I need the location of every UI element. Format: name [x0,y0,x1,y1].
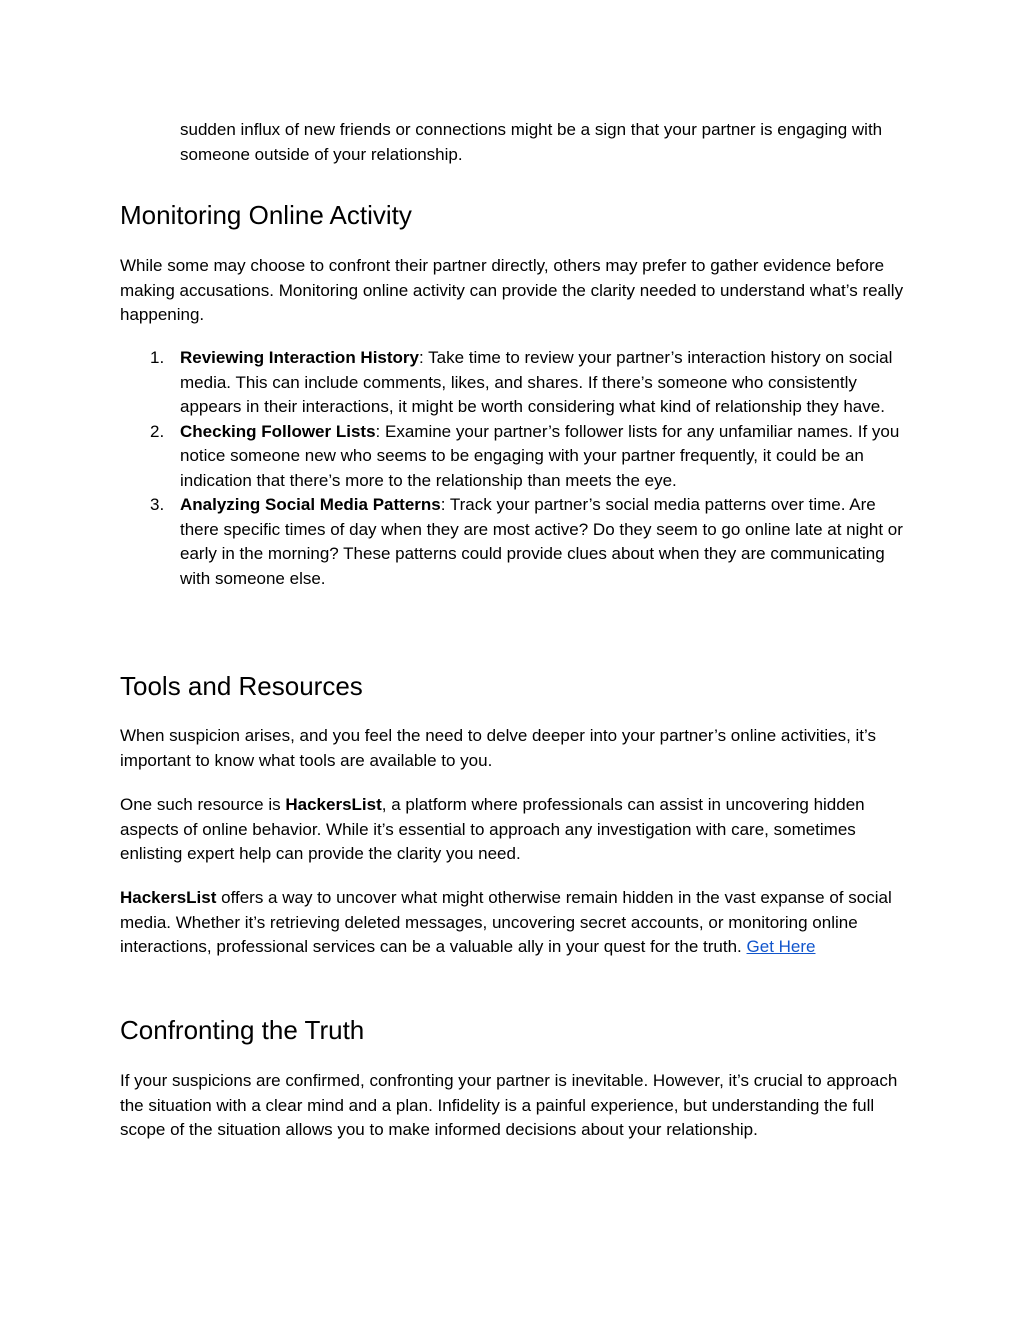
list-item [120,346,910,420]
list-item-text: : Examine your partner’s follower lists for any unfamiliar names. If you notice someone new who seems to be engaging with your partner frequently, it could be an indication that there’s more to the relationship than meets the eye. [180,421,900,490]
heading-confronting: Confronting the Truth [120,1015,365,1045]
list-item-title: Checking Follower Lists [180,421,376,441]
heading-monitoring: Monitoring Online Activity [120,200,412,230]
list-item-text: : Take time to review your partner’s interaction history on social media. This can include comments, likes, and shares. If there’s someone who consistently appears in their interactions, it might be worth considering what kind of relationship they have. [180,348,893,416]
list-item-title: Analyzing Social Media Patterns [180,495,441,514]
list-item-text: : Track your partner’s social media patterns over time. Are there specific times of day when they are most active? Do they seem to go online late at night or early in the morning? These patterns could provide clues about when they are communicating with someone else. [180,495,903,588]
hackerslist-bold: HackersList [120,888,217,907]
list-number: 2. [150,421,165,441]
heading-tools: Tools and Resources [120,671,363,701]
list-item-title: Reviewing Interaction History [180,348,419,367]
tools-paragraph-2-suffix: , a platform where professionals can assist in uncovering hidden aspects of online behavior. While it’s essential to approach any investigation with care, sometimes enlisting expert help can provide the clarity you need. [120,795,865,863]
tools-paragraph-2-prefix: One such resource is [120,795,286,814]
get-here-link[interactable]: Get Here [746,937,816,956]
hackerslist-bold: HackersList [285,795,382,814]
list-item [120,493,910,591]
list-number: 1. [150,348,165,367]
tools-paragraph-3-text: offers a way to uncover what might otherwise remain hidden in the vast expanse of social media. Whether it’s retrieving deleted messages, uncovering secret accounts, or monitoring online interactions, professional services can be a valuable ally in your quest for the truth. [120,888,892,956]
tools-paragraph-3 [120,886,910,960]
tools-paragraph-1: When suspicion arises, and you feel the need to delve deeper into your partner’s online activities, it’s important to know what tools are available to you. [120,726,877,770]
intro-continuation: sudden influx of new friends or connections might be a sign that your partner is engaging with someone outside of your relationship. [180,120,883,164]
monitoring-list [120,346,910,591]
list-item [120,420,910,494]
tools-paragraph-2 [120,793,910,867]
monitoring-paragraph: While some may choose to confront their partner directly, others may prefer to gather evidence before making accusations. Monitoring online activity can provide the clarity needed to understand what’s really happening. [120,256,904,324]
list-number: 3. [150,495,165,514]
confronting-paragraph: If your suspicions are confirmed, confronting your partner is inevitable. However, it’s crucial to approach the situation with a clear mind and a plan. Infidelity is a painful experience, but understanding the full scope of the situation allows you to make informed decisions about your relationship. [120,1071,898,1139]
